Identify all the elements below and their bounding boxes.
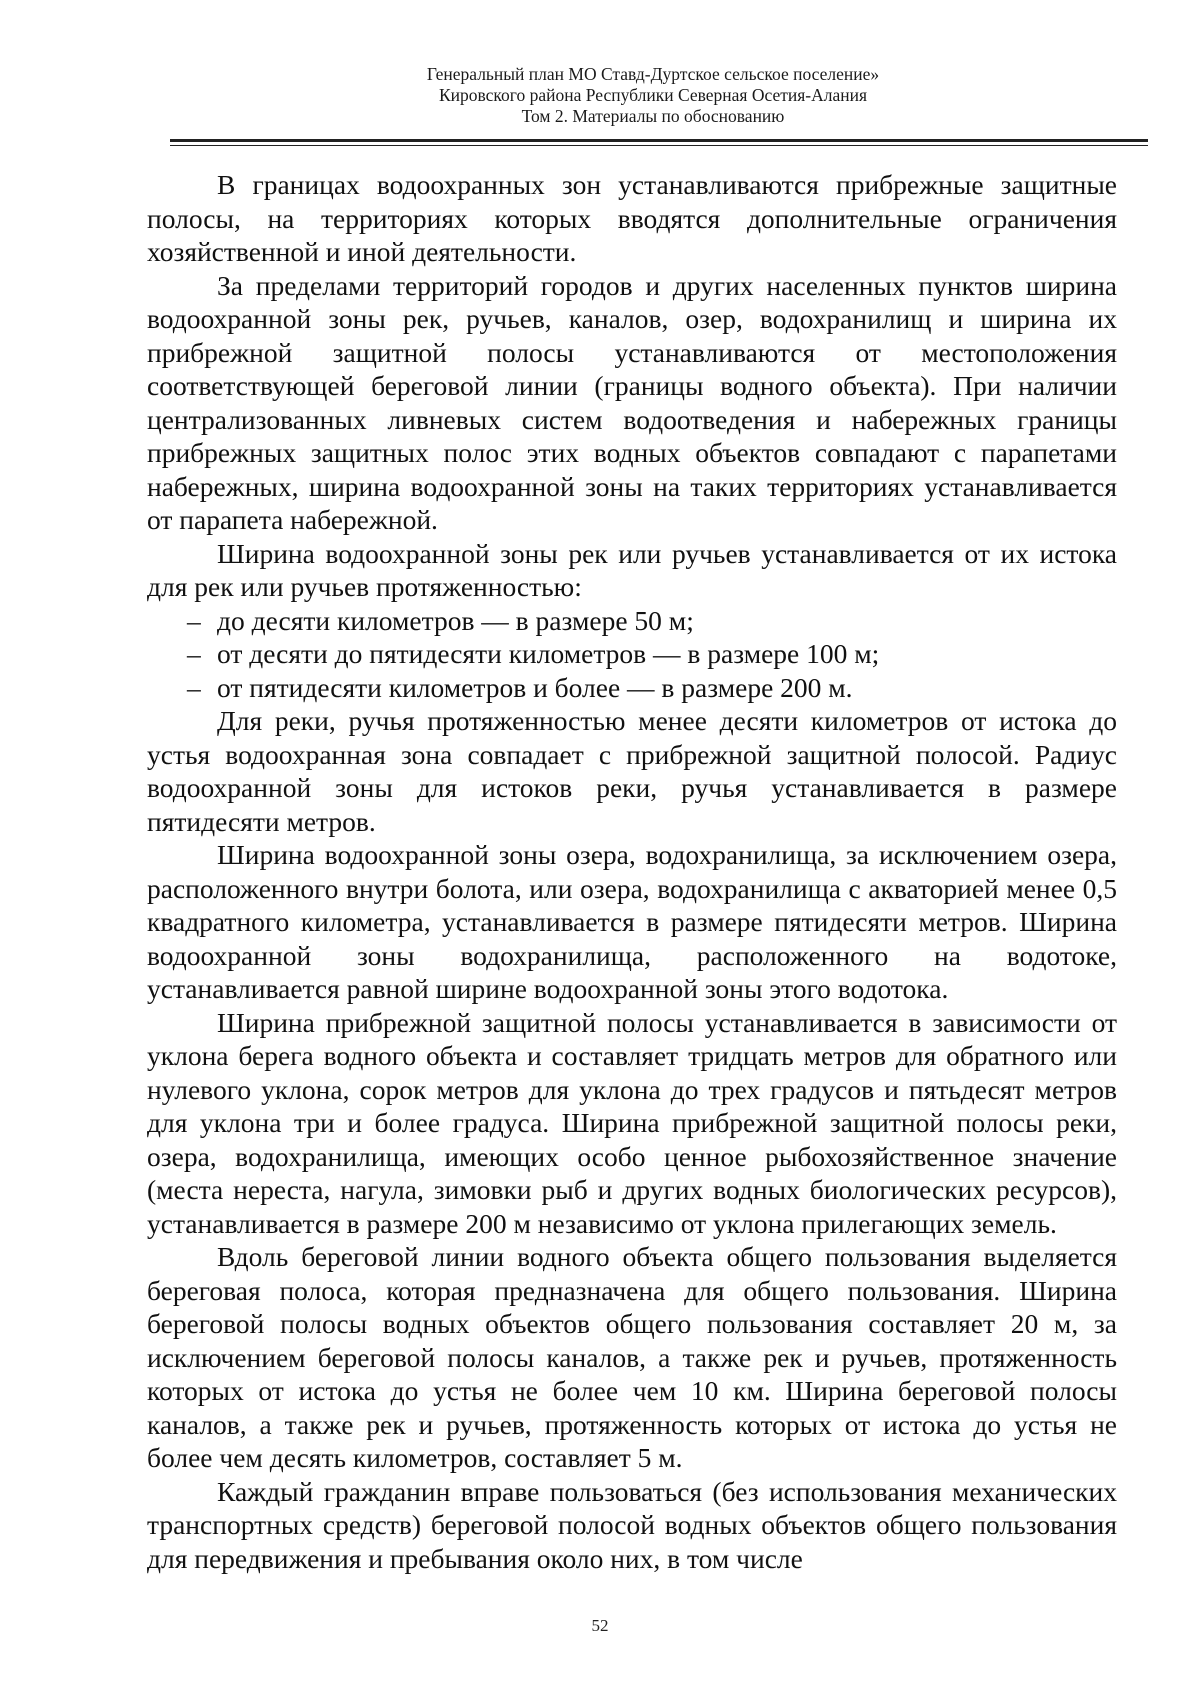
river-length-list <box>147 604 1117 705</box>
list-dash: – <box>187 638 201 669</box>
list-item <box>147 671 1117 705</box>
paragraph-zone-width-outside-cities: За пределами территорий городов и других населенных пунктов ширина водоохранной зоны рек, ручьев, каналов, озер, водохранилищ и ширина их прибрежной защитной полосы устанавливаются от местоположения соответствующей береговой линии (границы водного объекта). При наличии централизованных ливневых систем водоотведения и набережных границы прибрежных защитных полос этих водных объектов совпадают с парапетами набережных, ширина водоохранной зоны на таких территориях устанавливается от парапета набережной. <box>147 269 1117 535</box>
header-line-1: Генеральный план МО Ставд-Дуртское сельское поселение» <box>426 64 880 84</box>
page-header <box>170 64 1136 127</box>
paragraph-short-rivers: Для реки, ручья протяженностью менее десяти километров от истока до устья водоохранная зона совпадает с прибрежной защитной полосой. Радиус водоохранной зоны для истоков реки, ручья устанавливается в размере пятидесяти метров. <box>147 705 1117 837</box>
header-line-2: Кировского района Республики Северная Осетия-Алания <box>438 85 868 105</box>
list-item <box>147 637 1117 671</box>
page-number: 52 <box>591 1616 609 1635</box>
paragraph-protective-strip-width: Ширина прибрежной защитной полосы устанавливается в зависимости от уклона берега водного объекта и составляет тридцать метров для обратного или нулевого уклона, сорок метров для уклона до трех градусов и пятьдесят метров для уклона три и более градуса. Ширина прибрежной защитной полосы реки, озера, водохранилища, имеющих особо ценное рыбохозяйственное значение (места нереста, нагула, зимовки рыб и других водных биологических ресурсов), устанавливается в размере 200 м независимо от уклона прилегающих земель. <box>147 1006 1117 1239</box>
list-item <box>147 604 1117 638</box>
paragraph-lake-zone-width: Ширина водоохранной зоны озера, водохранилища, за исключением озера, расположенного внутри болота, или озера, водохранилища с акваторией менее 0,5 квадратного километра, устанавливается в размере пятидесяти метров. Ширина водоохранной зоны водохранилища, расположенного на водотоке, устанавливается равной ширине водоохранной зоны этого водотока. <box>147 839 1117 1004</box>
list-item-text: от десяти до пятидесяти километров — в размере 100 м; <box>217 638 880 669</box>
list-item-text: до десяти километров — в размере 50 м; <box>217 604 694 636</box>
paragraph-citizen-rights: Каждый гражданин вправе пользоваться (без использования механических транспортных средств) береговой полосой водных объектов общего пользования для передвижения и пребывания около них, в том числе <box>147 1475 1117 1574</box>
paragraph-shore-strip: Вдоль береговой линии водного объекта общего пользования выделяется береговая полоса, которая предназначена для общего пользования. Ширина береговой полосы водных объектов общего пользования составляет 20 м, за исключением береговой полосы каналов, а также рек и ручьев, протяженность которых от истока до устья не более чем 10 км. Ширина береговой полосы каналов, а также рек и ручьев, протяженность которых от истока до устья не более чем десять километров, составляет 5 м. <box>147 1241 1117 1473</box>
header-rule-thin <box>170 145 1148 146</box>
header-line-3: Том 2. Материалы по обоснованию <box>521 106 785 126</box>
paragraph-protective-strips: В границах водоохранных зон устанавливаются прибрежные защитные полосы, на территориях которых вводятся дополнительные ограничения хозяйственной и иной деятельности. <box>147 169 1117 267</box>
header-rule-thick <box>170 139 1148 142</box>
list-dash: – <box>187 671 201 703</box>
document-body <box>147 168 1117 1575</box>
list-item-text: от пятидесяти километров и более — в размере 200 м. <box>217 671 853 703</box>
paragraph-river-zone-width: Ширина водоохранной зоны рек или ручьев устанавливается от их истока для рек или ручьев протяженностью: <box>147 537 1117 602</box>
list-dash: – <box>187 604 201 636</box>
